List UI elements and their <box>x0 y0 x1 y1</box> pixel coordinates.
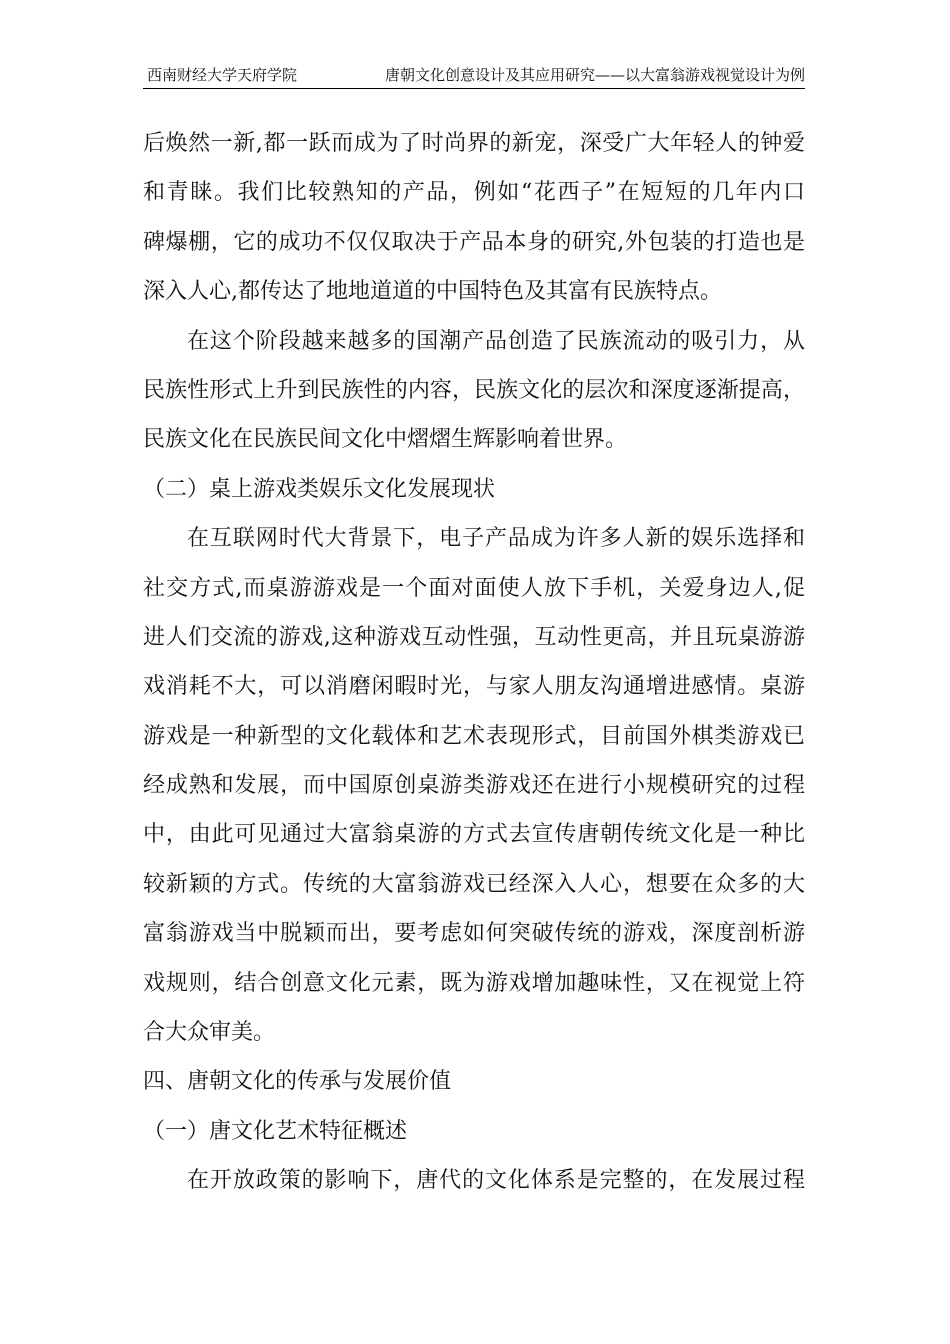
section-heading: （一）唐文化艺术特征概述 <box>143 1118 408 1144</box>
text-line: 游戏是一种新型的文化载体和艺术表现形式，目前国外棋类游戏已 <box>143 723 805 749</box>
text-line: 在开放政策的影响下，唐代的文化体系是完整的，在发展过程 <box>187 1168 805 1194</box>
text-line: 民族性形式上升到民族性的内容，民族文化的层次和深度逐渐提高， <box>143 377 805 403</box>
text-line: 戏规则，结合创意文化元素，既为游戏增加趣味性，又在视觉上符 <box>143 970 805 996</box>
text-line: 中，由此可见通过大富翁桌游的方式去宣传唐朝传统文化是一种比 <box>143 822 805 848</box>
text-line: 后焕然一新,都一跃而成为了时尚界的新宠，深受广大年轻人的钟爱 <box>143 131 805 156</box>
text-line: 进人们交流的游戏,这种游戏互动性强，互动性更高，并且玩桌游游 <box>143 624 805 650</box>
body-text <box>143 119 805 1206</box>
page-header <box>143 64 805 89</box>
text-line: 在互联网时代大背景下，电子产品成为许多人新的娱乐选择和 <box>187 526 805 552</box>
text-line: 经成熟和发展，而中国原创桌游类游戏还在进行小规模研究的过程 <box>143 773 805 799</box>
text-line: 合大众审美。 <box>143 1020 276 1046</box>
text-line: 碑爆棚，它的成功不仅仅取决于产品本身的研究,外包装的打造也是 <box>143 229 805 255</box>
section-heading: （二）桌上游戏类娱乐文化发展现状 <box>143 476 496 502</box>
text-line: 戏消耗不大，可以消磨闲暇时光，与家人朋友沟通增进感情。桌游 <box>143 674 805 700</box>
text-line: 富翁游戏当中脱颖而出，要考虑如何突破传统的游戏，深度剖析游 <box>143 921 805 947</box>
text-line: 民族文化在民族民间文化中熠熠生辉影响着世界。 <box>143 427 628 453</box>
chapter-heading: 四、唐朝文化的传承与发展价值 <box>143 1069 452 1095</box>
text-line: 深入人心,都传达了地地道道的中国特色及其富有民族特点。 <box>143 279 722 305</box>
text-line: 社交方式,而桌游游戏是一个面对面使人放下手机，关爱身边人,促 <box>143 575 805 601</box>
text-line: 在这个阶段越来越多的国潮产品创造了民族流动的吸引力，从 <box>187 328 805 354</box>
text-line: 和青睐。我们比较熟知的产品，例如“花西子”在短短的几年内口 <box>143 180 805 206</box>
header-institution: 西南财经大学天府学院 <box>147 66 298 84</box>
text-line: 较新颖的方式。传统的大富翁游戏已经深入人心，想要在众多的大 <box>143 871 805 897</box>
header-thesis-title: 唐朝文化创意设计及其应用研究——以大富翁游戏视觉设计为例 <box>384 66 805 84</box>
